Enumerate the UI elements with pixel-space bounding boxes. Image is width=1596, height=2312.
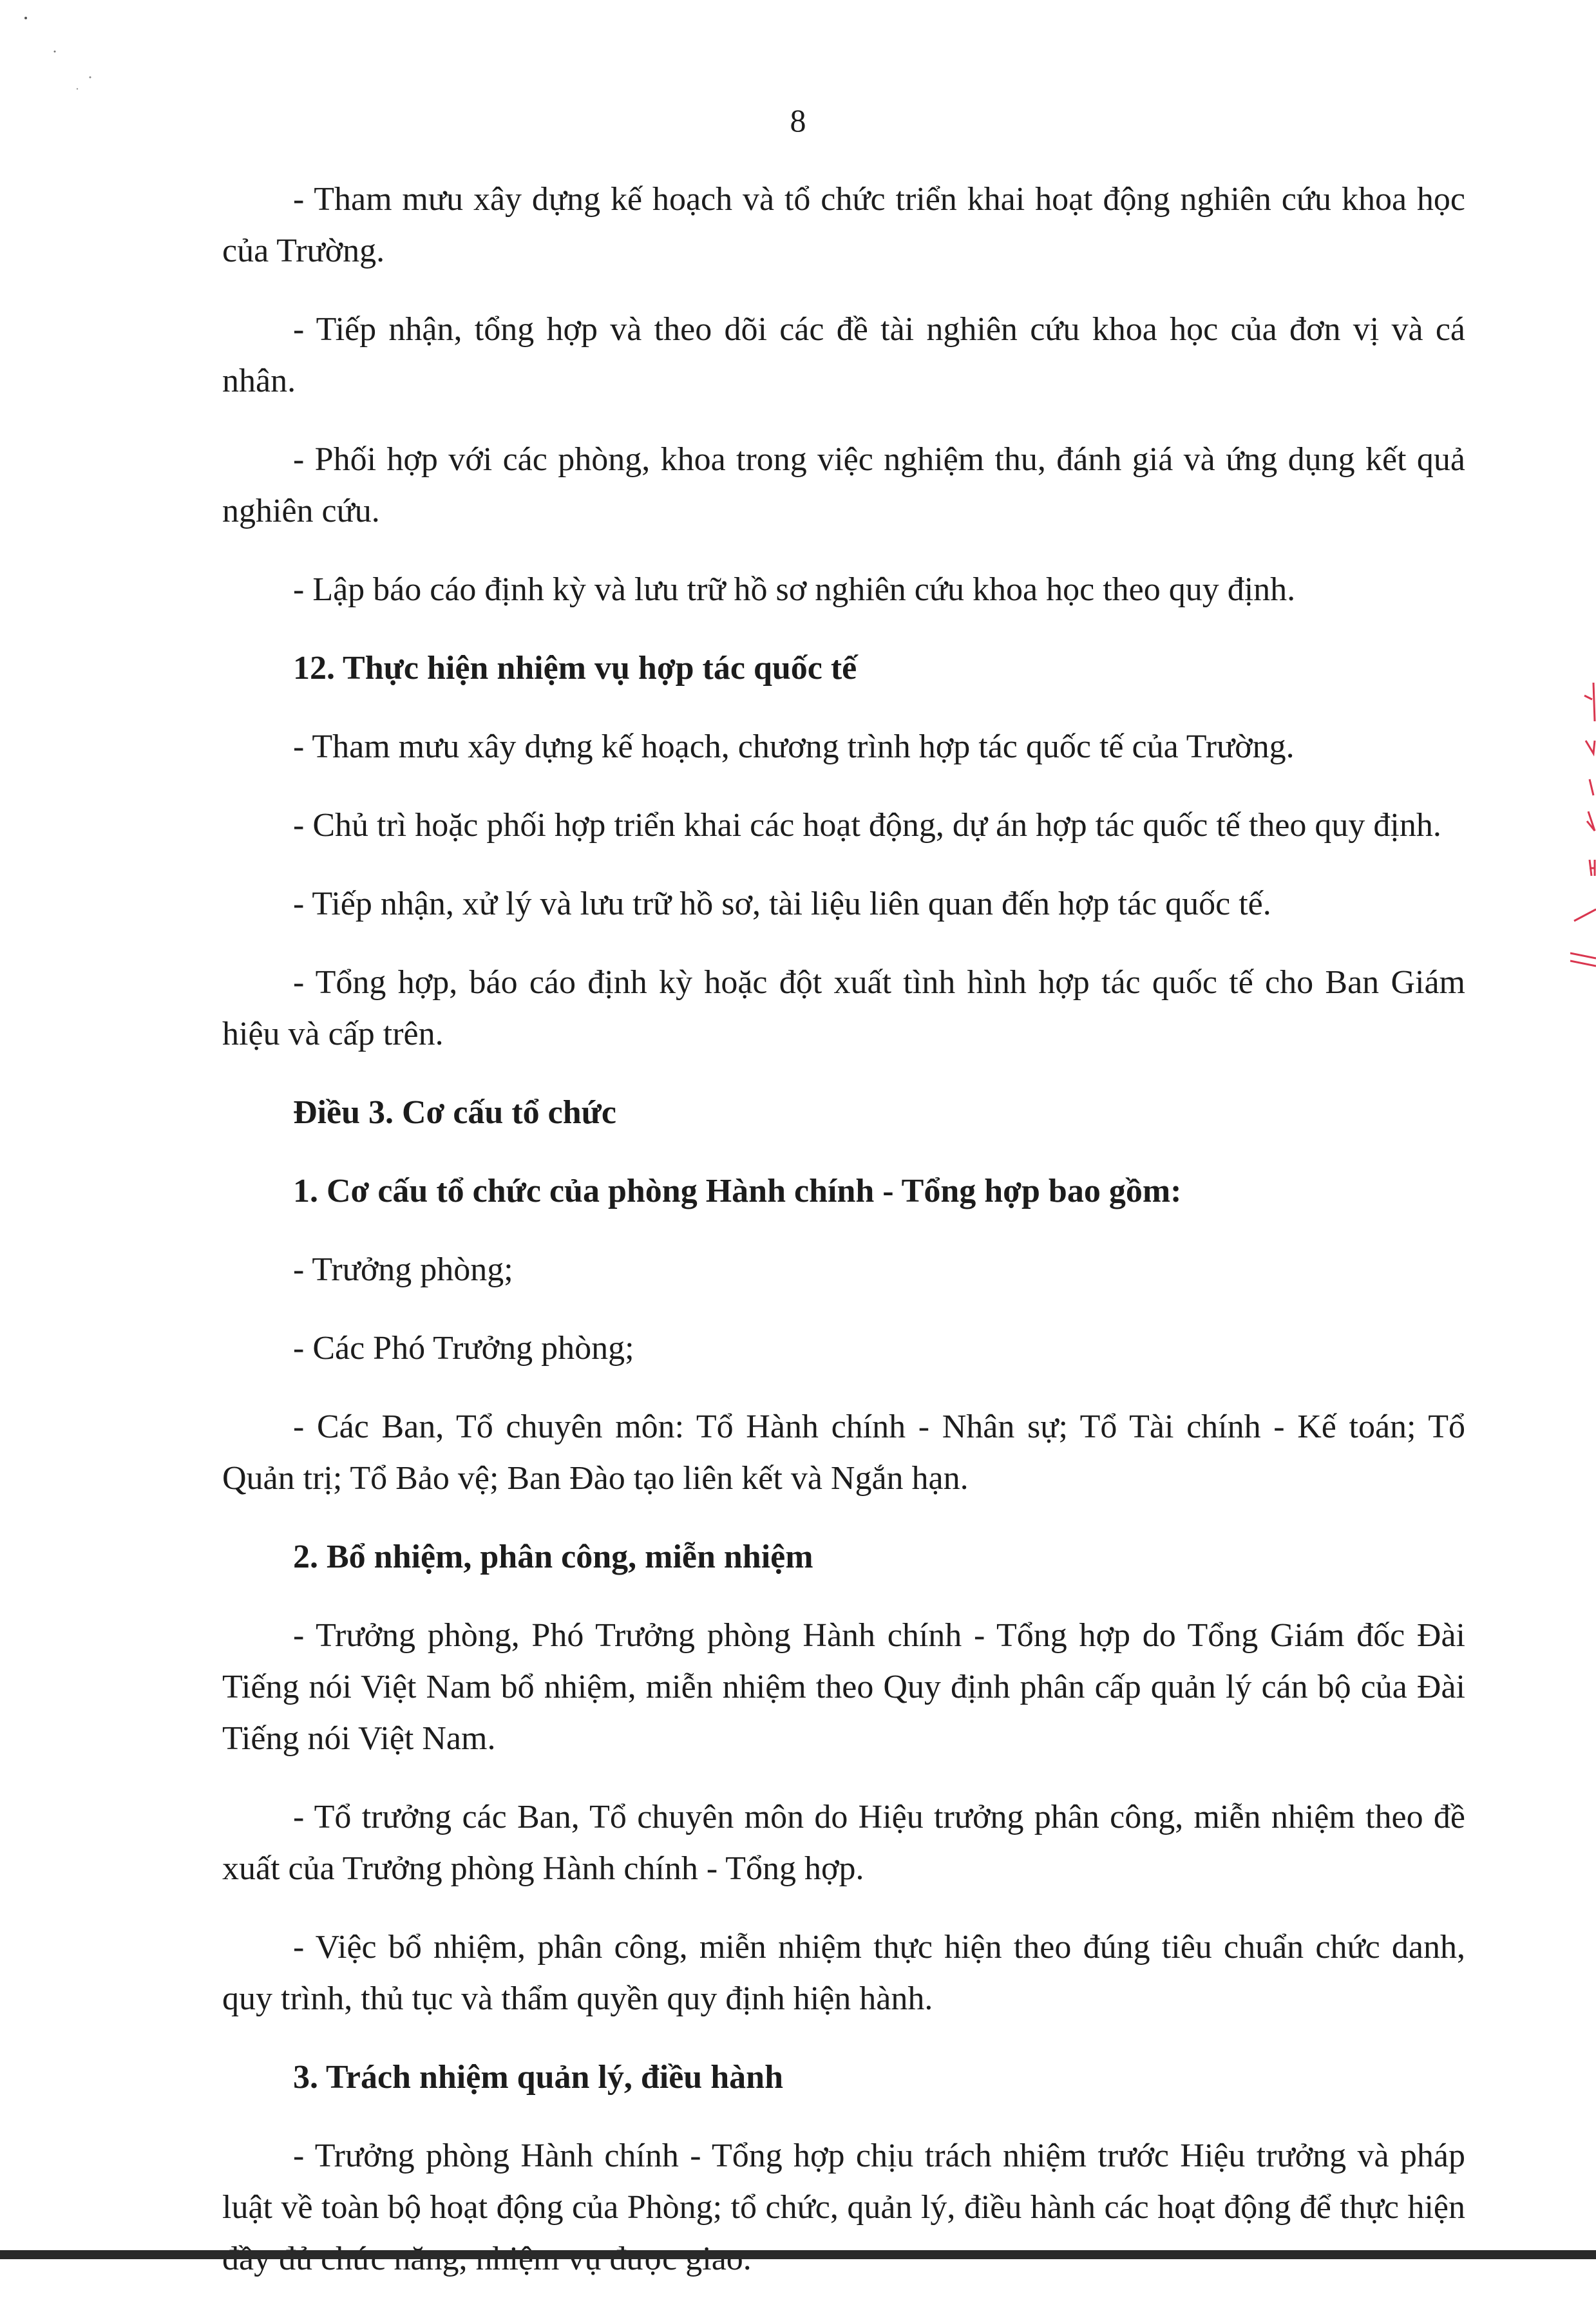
paragraph: - Việc bổ nhiệm, phân công, miễn nhiệm thực hiện theo đúng tiêu chuẩn chức danh, quy trình, thủ tục và thẩm quyền quy định hiện hành. [222,1929,1465,2017]
paragraph: - Tiếp nhận, xử lý và lưu trữ hồ sơ, tài liệu liên quan đến hợp tác quốc tế. [293,886,1271,922]
paragraph: - Trưởng phòng Hành chính - Tổng hợp chịu trách nhiệm trước Hiệu trưởng và pháp luật về toàn bộ hoạt động của Phòng; tổ chức, quản lý, điều hành các hoạt động để thực hiện [222,2137,1465,2226]
paragraph: - Trưởng phòng; [293,1251,513,1288]
paragraph: - Các Ban, Tổ chuyên môn: Tổ Hành chính - Nhân sự; Tổ Tài chính - Kế toán; Tổ Quản trị; Tổ Bảo vệ; Ban Đào tạo liên kết và Ngắn hạn. [222,1408,1465,1497]
document-body [222,174,1465,2312]
paragraph: - Trưởng phòng, Phó Trưởng phòng Hành chính - Tổng hợp do Tổng Giám đốc Đài Tiếng nói Việt Nam bổ nhiệm, miễn nhiệm theo Quy định phân cấp quản lý cán bộ của Đài Tiếng nói Việt Nam. [222,1617,1465,1757]
paragraph: - Phối hợp với các phòng, khoa trong việc nghiệm thu, đánh giá và ứng dụng kết quả nghiên cứu. [222,441,1465,529]
paragraph: - Tổ trưởng các Ban, Tổ chuyên môn do Hiệu trưởng phân công, miễn nhiệm theo đề xuất của Trưởng phòng Hành chính - Tổng hợp. [222,1799,1465,1887]
scan-bottom-edge [0,2250,1596,2259]
paragraph: - Tổng hợp, báo cáo định kỳ hoặc đột xuất tình hình hợp tác quốc tế cho Ban Giám hiệu và cấp trên. [222,964,1465,1052]
paragraph: - Tham mưu xây dựng kế hoạch, chương trình hợp tác quốc tế của Trường. [293,728,1295,765]
section-heading: Điều 3. Cơ cấu tổ chức [293,1094,616,1131]
section-heading: 1. Cơ cấu tổ chức của phòng Hành chính - Tổng hợp bao gồm: [293,1173,1182,1209]
red-stamp-fragment [1570,683,1596,985]
page-number: 8 [790,102,806,138]
section-heading: 3. Trách nhiệm quản lý, điều hành [293,2059,783,2096]
paragraph: - Chủ trì hoặc phối hợp triển khai các hoạt động, dự án hợp tác quốc tế theo quy định. [293,807,1441,844]
paragraph: - Các Phó Trưởng phòng; [293,1330,634,1367]
section-heading: 12. Thực hiện nhiệm vụ hợp tác quốc tế [293,650,857,687]
paragraph: - Tiếp nhận, tổng hợp và theo dõi các đề tài nghiên cứu khoa học của đơn vị và cá nhân. [222,311,1465,399]
scan-specks [19,13,109,97]
section-heading: 2. Bổ nhiệm, phân công, miễn nhiệm [293,1539,813,1575]
paragraph: - Lập báo cáo định kỳ và lưu trữ hồ sơ nghiên cứu khoa học theo quy định. [293,571,1296,608]
paragraph: - Tham mưu xây dựng kế hoạch và tổ chức triển khai hoạt động nghiên cứu khoa học của Trường. [222,181,1465,269]
